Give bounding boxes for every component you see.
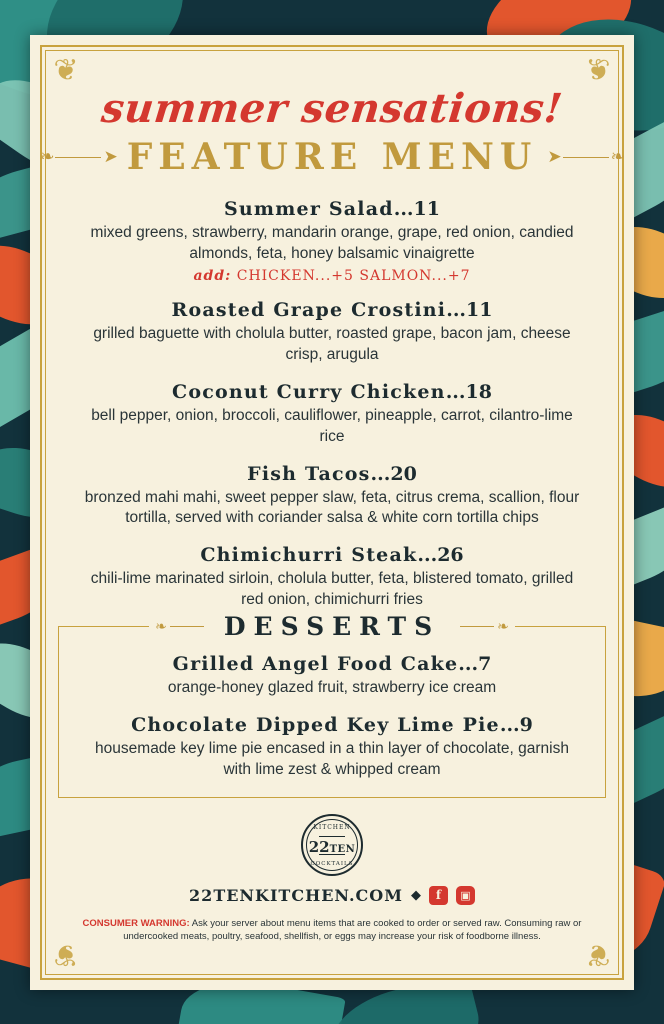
desserts-left-flourish-icon: ❧ [149,618,210,635]
menu-item-name: Coconut Curry Chicken [172,380,446,403]
logo-bottom-word: COCKTAILS [310,860,354,867]
corner-ornament-icon: ❦ [53,938,79,971]
logo-number: 22 [308,837,330,856]
menu-item-description: bell pepper, onion, broccoli, cauliflower, pineapple, carrot, cilantro-lime rice [91,406,573,445]
menu-items-list [58,198,606,611]
menu-item [58,544,606,611]
menu-item [58,381,606,448]
menu-item-price: ...18 [445,380,492,403]
facebook-icon[interactable]: f [429,886,448,905]
menu-item-name: Roasted Grape Crostini [171,298,447,321]
consumer-warning-text: Ask your server about menu items that are cooked to order or served raw. Consuming raw or undercooked meats, poultry, seafood, shellfish, or eggs may increase your risk of foodborne illness. [123,917,582,943]
menu-item-name: Fish Tacos [247,462,371,485]
website-url[interactable]: 22TENKITCHEN.COM [189,885,403,905]
dessert-item [67,714,597,781]
logo-top-word: KITCHEN [313,823,351,831]
menu-script-title: summer sensations! [99,85,565,132]
dessert-item-price: ...9 [499,714,533,737]
menu-item-description: chili-lime marinated sirloin, cholula butter, feta, blistered tomato, grilled red onion, chimichurri fries [90,570,574,609]
consumer-warning [58,917,606,944]
logo-ten: TEN [329,843,356,855]
menu-item-name: Chimichurri Steak [200,544,418,567]
menu-item-price: ...20 [370,462,417,485]
desserts-section [58,612,606,798]
menu-item-price: ...26 [417,544,464,567]
dessert-item-description: orange-honey glazed fruit, strawberry ice cream [167,679,497,697]
menu-item-addons-row [58,268,606,284]
menu-item-name-row [58,463,606,485]
menu-item [58,299,606,366]
dessert-item-name: Chocolate Dipped Key Lime Pie [131,714,500,737]
menu-item-price: ...11 [393,198,440,220]
right-flourish-icon: ➤ ❧ [547,147,624,166]
dessert-item [67,653,597,699]
restaurant-logo [301,814,363,876]
corner-ornament-icon: ❦ [585,938,611,971]
menu-item-add-options: CHICKEN...+5 SALMON...+7 [236,267,471,284]
menu-item-name-row [58,381,606,403]
dessert-item-price: ...7 [458,653,492,676]
menu-item-description: bronzed mahi mahi, sweet pepper slaw, feta, citrus crema, scallion, flour tortilla, served with coriander salsa & white corn tortilla chips [84,488,580,527]
menu-item-name-row [58,544,606,566]
desserts-right-flourish-icon: ❧ [454,618,515,635]
menu-item-name: Summer Salad [224,198,394,220]
left-flourish-icon: ❧ ➤ [40,147,117,166]
website-social-row [58,886,606,905]
menu-card [30,35,634,990]
desserts-heading: DESSERTS [210,612,454,641]
menu-item [58,463,606,530]
menu-item-add-label: add: [193,267,232,284]
menu-item-description: grilled baguette with cholula butter, roasted grape, bacon jam, cheese crisp, arugula [93,324,571,363]
menu-footer [58,814,606,944]
feature-menu-title: FEATURE MENU [126,136,538,178]
feature-menu-heading-row [40,136,624,178]
logo-divider [319,836,345,837]
dessert-item-name: Grilled Angel Food Cake [172,653,459,676]
dessert-item-name-row [67,714,597,736]
corner-ornament-icon: ❦ [585,54,611,87]
menu-item-price: ...11 [446,298,493,321]
desserts-heading-row [59,612,605,641]
menu-content [40,59,624,970]
menu-item-name-row [58,299,606,321]
separator-icon: ◆ [410,887,421,903]
logo-name [303,839,361,858]
instagram-icon[interactable]: ▣ [456,886,475,905]
menu-item-name-row [58,198,606,220]
dessert-item-description: housemade key lime pie encased in a thin layer of chocolate, garnish with lime zest & whipped cream [95,740,569,779]
corner-ornament-icon: ❦ [53,54,79,87]
consumer-warning-label: CONSUMER WARNING: [82,917,190,929]
menu-item-description: mixed greens, strawberry, mandarin orange, grape, red onion, candied almonds, feta, honey balsamic vinaigrette [90,224,574,262]
dessert-item-name-row [67,653,597,675]
menu-item [58,198,606,284]
